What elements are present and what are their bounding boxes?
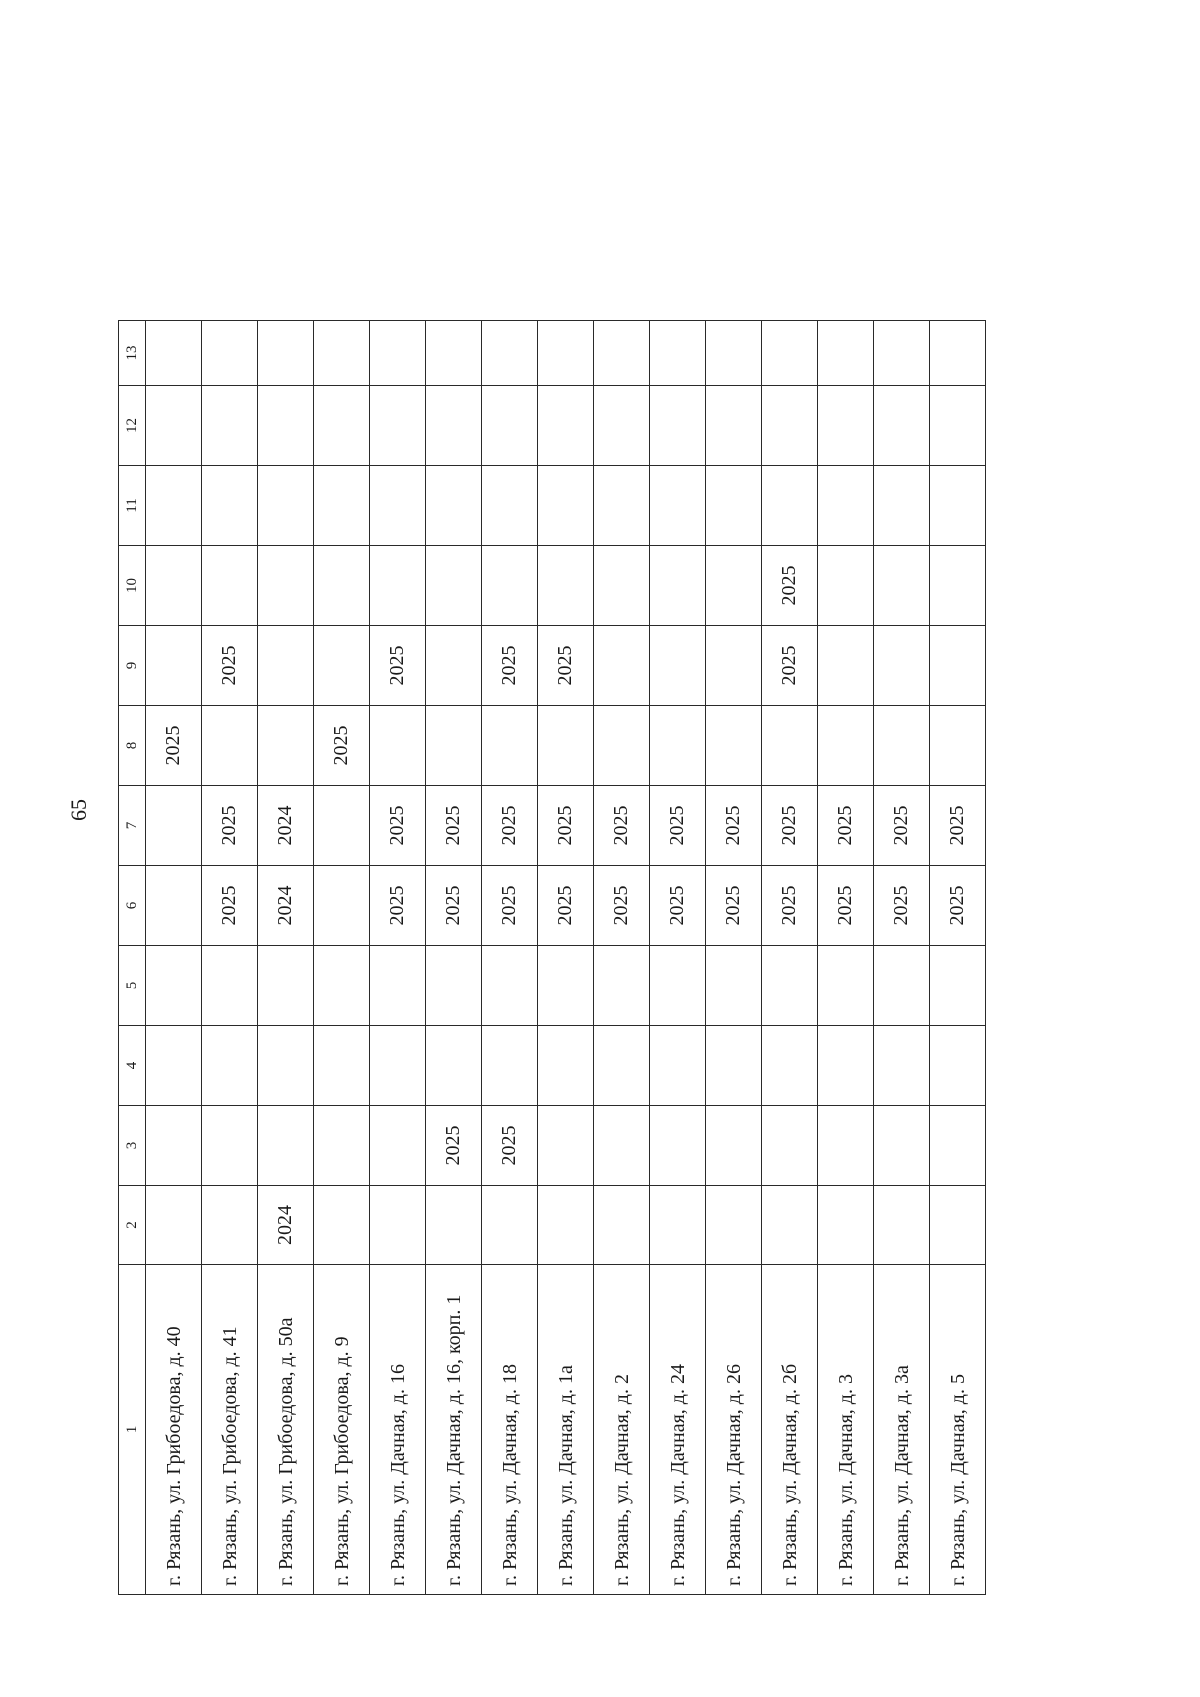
year-cell-col-12 [818,386,874,466]
year-cell-col-13 [818,321,874,386]
year-cell-col-10 [594,546,650,626]
year-cell-col-9: 2025 [482,626,538,706]
year-cell-col-5 [426,946,482,1026]
year-cell-col-10 [818,546,874,626]
year-cell-col-6: 2025 [370,866,426,946]
year-cell-col-13 [370,321,426,386]
year-cell-col-11 [146,466,202,546]
year-cell-col-8 [594,706,650,786]
year-cell-col-11 [874,466,930,546]
year-cell-col-2 [930,1186,986,1265]
table-row [930,321,986,1595]
header-row [119,321,146,1595]
year-cell-col-3 [594,1106,650,1186]
address-cell: г. Рязань, ул. Дачная, д. 3 [818,1265,874,1595]
year-cell-col-10 [426,546,482,626]
year-cell-col-12 [930,386,986,466]
year-cell-col-3 [706,1106,762,1186]
year-cell-col-6: 2025 [762,866,818,946]
year-cell-col-9 [874,626,930,706]
column-header-6: 6 [119,866,146,946]
year-cell-col-4 [370,1026,426,1106]
year-cell-col-12 [874,386,930,466]
year-cell-col-3: 2025 [482,1106,538,1186]
year-cell-col-11 [370,466,426,546]
year-cell-col-3 [538,1106,594,1186]
address-cell: г. Рязань, ул. Дачная, д. 16, корп. 1 [426,1265,482,1595]
year-cell-col-2 [538,1186,594,1265]
table-row [818,321,874,1595]
year-cell-col-10 [146,546,202,626]
year-cell-col-8 [202,706,258,786]
column-header-5: 5 [119,946,146,1026]
year-cell-col-7: 2025 [706,786,762,866]
year-cell-col-2 [706,1186,762,1265]
address-cell: г. Рязань, ул. Дачная, д. 26 [706,1265,762,1595]
year-cell-col-5 [930,946,986,1026]
year-cell-col-3 [314,1106,370,1186]
address-cell: г. Рязань, ул. Дачная, д. 2 [594,1265,650,1595]
year-cell-col-7: 2025 [426,786,482,866]
year-cell-col-7: 2025 [818,786,874,866]
year-cell-col-11 [258,466,314,546]
year-cell-col-6: 2025 [594,866,650,946]
year-cell-col-7 [314,786,370,866]
year-cell-col-2 [202,1186,258,1265]
year-cell-col-3 [146,1106,202,1186]
address-cell: г. Рязань, ул. Дачная, д. 24 [650,1265,706,1595]
year-cell-col-9 [258,626,314,706]
year-cell-col-12 [538,386,594,466]
year-cell-col-9 [426,626,482,706]
year-cell-col-2 [762,1186,818,1265]
column-header-9: 9 [119,626,146,706]
column-header-2: 2 [119,1186,146,1265]
year-cell-col-9 [930,626,986,706]
year-cell-col-4 [426,1026,482,1106]
year-cell-col-12 [762,386,818,466]
year-cell-col-7: 2025 [538,786,594,866]
year-cell-col-4 [650,1026,706,1106]
year-cell-col-11 [650,466,706,546]
column-header-1: 1 [119,1265,146,1595]
column-header-4: 4 [119,1026,146,1106]
year-cell-col-7: 2025 [874,786,930,866]
table-row [874,321,930,1595]
year-cell-col-8: 2025 [314,706,370,786]
year-cell-col-2 [482,1186,538,1265]
year-cell-col-10 [874,546,930,626]
address-cell: г. Рязань, ул. Дачная, д. 3а [874,1265,930,1595]
year-cell-col-7: 2025 [370,786,426,866]
year-cell-col-8 [538,706,594,786]
year-cell-col-3: 2025 [426,1106,482,1186]
year-cell-col-4 [258,1026,314,1106]
year-cell-col-4 [202,1026,258,1106]
address-cell: г. Рязань, ул. Грибоедова, д. 40 [146,1265,202,1595]
year-cell-col-11 [482,466,538,546]
column-header-8: 8 [119,706,146,786]
year-cell-col-4 [930,1026,986,1106]
column-header-10: 10 [119,546,146,626]
year-cell-col-10 [258,546,314,626]
year-cell-col-13 [426,321,482,386]
table-row [650,321,706,1595]
year-cell-col-7: 2025 [202,786,258,866]
year-cell-col-4 [594,1026,650,1106]
year-cell-col-3 [874,1106,930,1186]
year-cell-col-9 [818,626,874,706]
year-cell-col-4 [314,1026,370,1106]
column-header-12: 12 [119,386,146,466]
column-header-7: 7 [119,786,146,866]
year-cell-col-8 [706,706,762,786]
year-cell-col-7: 2024 [258,786,314,866]
year-cell-col-11 [706,466,762,546]
table-row [706,321,762,1595]
year-cell-col-11 [314,466,370,546]
year-cell-col-13 [314,321,370,386]
year-cell-col-4 [146,1026,202,1106]
year-cell-col-10 [314,546,370,626]
year-cell-col-6 [146,866,202,946]
year-cell-col-4 [762,1026,818,1106]
year-cell-col-9: 2025 [370,626,426,706]
year-cell-col-13 [930,321,986,386]
year-cell-col-8 [762,706,818,786]
year-cell-col-12 [370,386,426,466]
address-cell: г. Рязань, ул. Дачная, д. 5 [930,1265,986,1595]
table-row [314,321,370,1595]
year-cell-col-12 [202,386,258,466]
year-cell-col-10 [930,546,986,626]
year-cell-col-2 [314,1186,370,1265]
table-row [146,321,202,1595]
year-cell-col-3 [818,1106,874,1186]
year-cell-col-8 [370,706,426,786]
year-cell-col-6: 2025 [818,866,874,946]
year-cell-col-11 [930,466,986,546]
year-cell-col-6: 2025 [202,866,258,946]
year-cell-col-9 [706,626,762,706]
year-cell-col-3 [930,1106,986,1186]
year-cell-col-2: 2024 [258,1186,314,1265]
year-cell-col-13 [874,321,930,386]
year-cell-col-13 [650,321,706,386]
year-cell-col-8 [874,706,930,786]
address-cell: г. Рязань, ул. Грибоедова, д. 9 [314,1265,370,1595]
year-cell-col-12 [258,386,314,466]
year-cell-col-6: 2025 [538,866,594,946]
year-cell-col-2 [426,1186,482,1265]
year-cell-col-7: 2025 [762,786,818,866]
year-cell-col-9: 2025 [538,626,594,706]
year-cell-col-2 [650,1186,706,1265]
year-cell-col-11 [202,466,258,546]
table-row [202,321,258,1595]
year-cell-col-2 [146,1186,202,1265]
year-cell-col-7: 2025 [930,786,986,866]
year-cell-col-5 [706,946,762,1026]
year-cell-col-10 [706,546,762,626]
year-cell-col-8: 2025 [146,706,202,786]
table-row [482,321,538,1595]
year-cell-col-4 [874,1026,930,1106]
year-cell-col-8 [426,706,482,786]
address-cell: г. Рязань, ул. Дачная, д. 2б [762,1265,818,1595]
year-cell-col-11 [538,466,594,546]
year-cell-col-12 [706,386,762,466]
address-cell: г. Рязань, ул. Дачная, д. 1а [538,1265,594,1595]
year-cell-col-6: 2025 [874,866,930,946]
year-cell-col-4 [818,1026,874,1106]
year-cell-col-11 [818,466,874,546]
year-cell-col-8 [650,706,706,786]
year-cell-col-7: 2025 [594,786,650,866]
year-cell-col-13 [706,321,762,386]
year-cell-col-8 [930,706,986,786]
year-cell-col-5 [594,946,650,1026]
year-cell-col-3 [762,1106,818,1186]
year-cell-col-9: 2025 [762,626,818,706]
year-cell-col-2 [874,1186,930,1265]
year-cell-col-10 [482,546,538,626]
table-row [538,321,594,1595]
year-cell-col-5 [370,946,426,1026]
column-header-13: 13 [119,321,146,386]
year-cell-col-4 [706,1026,762,1106]
year-cell-col-5 [146,946,202,1026]
year-cell-col-5 [202,946,258,1026]
year-cell-col-5 [258,946,314,1026]
year-cell-col-5 [314,946,370,1026]
year-cell-col-12 [146,386,202,466]
year-cell-col-5 [762,946,818,1026]
year-cell-col-6: 2025 [482,866,538,946]
year-cell-col-6: 2025 [650,866,706,946]
table-row [258,321,314,1595]
year-cell-col-9 [650,626,706,706]
page-number: 65 [66,799,91,821]
year-cell-col-11 [762,466,818,546]
year-cell-col-7: 2025 [482,786,538,866]
year-cell-col-10 [202,546,258,626]
address-cell: г. Рязань, ул. Грибоедова, д. 50а [258,1265,314,1595]
year-cell-col-13 [762,321,818,386]
year-cell-col-3 [258,1106,314,1186]
year-cell-col-8 [482,706,538,786]
year-cell-col-7: 2025 [650,786,706,866]
year-cell-col-5 [650,946,706,1026]
address-cell: г. Рязань, ул. Грибоедова, д. 41 [202,1265,258,1595]
year-cell-col-5 [874,946,930,1026]
year-cell-col-12 [650,386,706,466]
table-row [370,321,426,1595]
year-cell-col-12 [594,386,650,466]
year-cell-col-5 [538,946,594,1026]
year-cell-col-5 [818,946,874,1026]
year-cell-col-12 [426,386,482,466]
year-cell-col-11 [426,466,482,546]
year-cell-col-6: 2025 [930,866,986,946]
year-cell-col-13 [482,321,538,386]
year-cell-col-6: 2024 [258,866,314,946]
year-cell-col-5 [482,946,538,1026]
column-header-11: 11 [119,466,146,546]
year-cell-col-13 [258,321,314,386]
year-cell-col-6: 2025 [426,866,482,946]
table-row [594,321,650,1595]
year-cell-col-2 [594,1186,650,1265]
year-cell-col-12 [314,386,370,466]
year-cell-col-7 [146,786,202,866]
year-cell-col-2 [818,1186,874,1265]
year-cell-col-10 [650,546,706,626]
year-cell-col-2 [370,1186,426,1265]
year-cell-col-9: 2025 [202,626,258,706]
year-cell-col-9 [146,626,202,706]
year-cell-col-3 [650,1106,706,1186]
year-cell-col-9 [594,626,650,706]
schedule-table [118,320,986,1595]
year-cell-col-4 [538,1026,594,1106]
column-header-3: 3 [119,1106,146,1186]
year-cell-col-3 [202,1106,258,1186]
year-cell-col-6 [314,866,370,946]
year-cell-col-10 [370,546,426,626]
year-cell-col-4 [482,1026,538,1106]
year-cell-col-13 [538,321,594,386]
year-cell-col-13 [202,321,258,386]
table-row [426,321,482,1595]
year-cell-col-12 [482,386,538,466]
year-cell-col-11 [594,466,650,546]
year-cell-col-6: 2025 [706,866,762,946]
year-cell-col-9 [314,626,370,706]
year-cell-col-13 [146,321,202,386]
table-row [762,321,818,1595]
year-cell-col-10: 2025 [762,546,818,626]
year-cell-col-13 [594,321,650,386]
year-cell-col-8 [818,706,874,786]
address-cell: г. Рязань, ул. Дачная, д. 16 [370,1265,426,1595]
year-cell-col-3 [370,1106,426,1186]
year-cell-col-8 [258,706,314,786]
year-cell-col-10 [538,546,594,626]
address-cell: г. Рязань, ул. Дачная, д. 18 [482,1265,538,1595]
